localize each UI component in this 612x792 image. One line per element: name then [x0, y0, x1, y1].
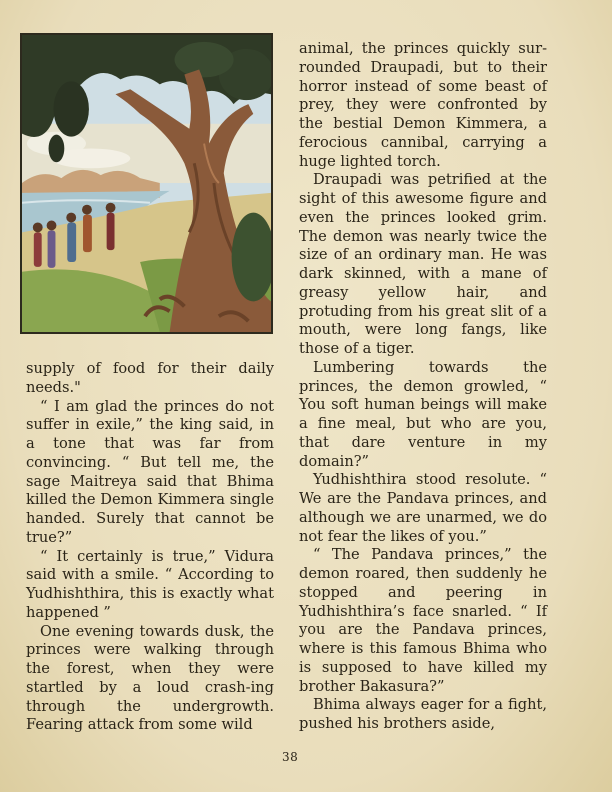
left-column [26, 360, 274, 735]
paragraph: Draupadi was petrified at the sight of this awesome figure and even the princes looked grim. The demon was nearly twice the size of an ordinary man. He was dark skinned, with a mane of greasy yellow hair, and protuding from his great slit of a mouth, were long fangs, like those of a tiger. [299, 171, 547, 357]
paragraph: Bhima always eager for a fight, pushed his brothers aside, [299, 696, 547, 732]
illustration [20, 33, 273, 334]
right-column [299, 40, 547, 734]
paragraph: “ It certainly is true,” Vidura said with a smile. “ According to Yudhishthira, this is exactly what happened ” [26, 547, 274, 621]
paragraph: “ The Pandava princes,” the demon roared, then suddenly he stopped and peering in Yudhishthira’s face snarled. “ If you are the Pandava princes, where is this famous Bhima who is supposed to have killed my brother Bakasura?” [299, 546, 547, 695]
forest-scene-image [22, 35, 271, 332]
paragraph: animal, the princes quickly sur-rounded Draupadi, but to their horror instead of some beast of prey, they were confronted by the bestial Demon Kimmera, a ferocious cannibal, carrying a huge lighted torch. [299, 40, 547, 170]
paragraph: “ I am glad the princes do not suffer in exile,” the king said, in a tone that was far from convincing. “ But tell me, the sage Maitreya said that Bhima killed the Demon Kimmera single handed. Surely that cannot be true?” [26, 397, 274, 546]
paragraph: Lumbering towards the princes, the demon growled, “ You soft human beings will make a fine meal, but who are you, that dare venture in my domain?” [299, 358, 547, 470]
paragraph: Yudhishthira stood resolute. “ We are the Pandava princes, and although we are unarmed, we do not fear the likes of you.” [299, 471, 547, 545]
paragraph: One evening towards dusk, the princes were walking through the forest, when they were startled by a loud crash-ing through the undergrowth. Fearing attack from some wild [26, 622, 274, 734]
page-number: 38 [282, 750, 299, 764]
paragraph: supply of food for their daily needs." [26, 360, 274, 396]
